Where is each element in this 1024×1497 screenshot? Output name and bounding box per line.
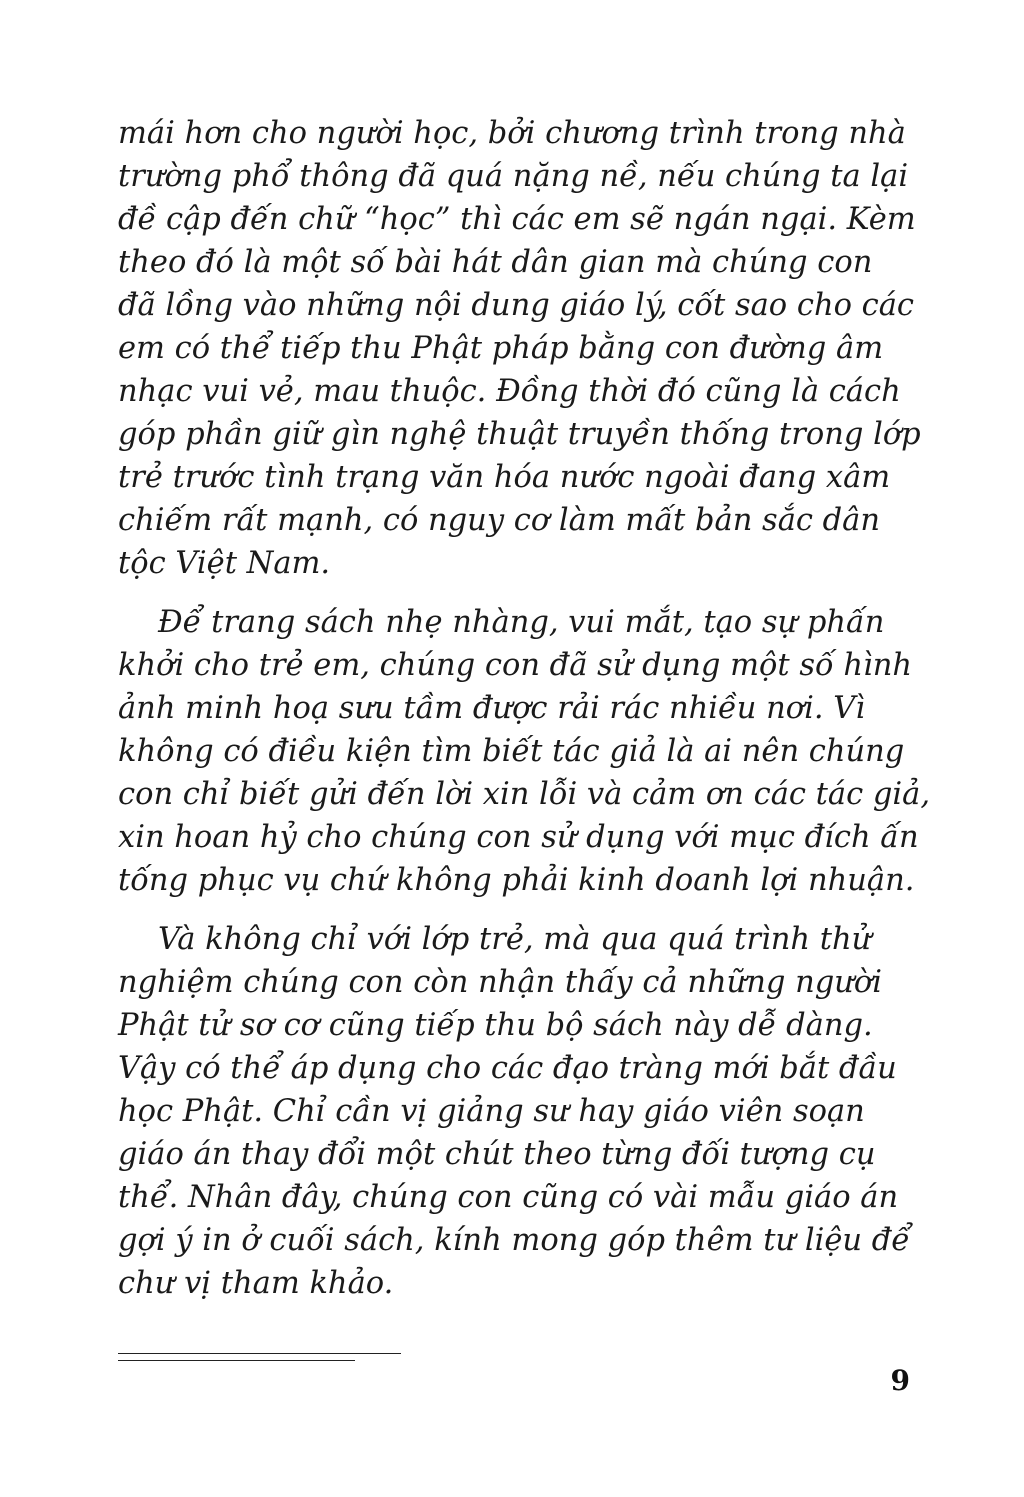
text-line: trường phổ thông đã quá nặng nề, nếu chúng ta lại (118, 159, 909, 194)
text-line: chiếm rất mạnh, có nguy cơ làm mất bản sắc dân (118, 503, 881, 538)
text-line: nghiệm chúng con còn nhận thấy cả những người (118, 965, 883, 1000)
text-line: tộc Việt Nam. (118, 546, 331, 581)
text-line: giáo án thay đổi một chút theo từng đối tượng cụ (118, 1137, 876, 1172)
body-text (118, 112, 931, 1305)
text-line: thể. Nhân đây, chúng con cũng có vài mẫu giáo án (118, 1180, 899, 1215)
page-number: 9 (890, 1364, 910, 1397)
text-line: chư vị tham khảo. (118, 1266, 394, 1301)
text-line: nhạc vui vẻ, mau thuộc. Đồng thời đó cũng là cách (118, 374, 901, 409)
text-line: học Phật. Chỉ cần vị giảng sư hay giáo viên soạn (118, 1094, 865, 1129)
footnote-rule-bottom (118, 1360, 355, 1361)
paragraph-1 (118, 112, 921, 585)
text-line: Phật tử sơ cơ cũng tiếp thu bộ sách này dễ dàng. (118, 1008, 873, 1043)
text-line: Và không chỉ với lớp trẻ, mà qua quá trình thử (158, 922, 872, 957)
paragraph-2 (118, 601, 931, 902)
text-line: gợi ý in ở cuối sách, kính mong góp thêm tư liệu để (118, 1223, 911, 1258)
text-line: góp phần giữ gìn nghệ thuật truyền thống trong lớp (118, 417, 921, 452)
text-line: tống phục vụ chứ không phải kinh doanh lợi nhuận. (118, 863, 915, 898)
text-line: trẻ trước tình trạng văn hóa nước ngoài đang xâm (118, 460, 891, 495)
text-line: xin hoan hỷ cho chúng con sử dụng với mục đích ấn (118, 820, 919, 855)
text-line: khởi cho trẻ em, chúng con đã sử dụng một số hình (118, 648, 913, 683)
text-line: không có điều kiện tìm biết tác giả là ai nên chúng (118, 734, 905, 769)
footnote-rule-top (118, 1353, 401, 1354)
text-line: con chỉ biết gửi đến lời xin lỗi và cảm ơn các tác giả, (118, 777, 931, 812)
text-line: theo đó là một số bài hát dân gian mà chúng con (118, 245, 873, 280)
text-line: Để trang sách nhẹ nhàng, vui mắt, tạo sự phấn (158, 605, 885, 640)
text-line: đã lồng vào những nội dung giáo lý, cốt sao cho các (118, 288, 914, 323)
paragraph-3 (118, 918, 911, 1305)
text-line: ảnh minh hoạ sưu tầm được rải rác nhiều nơi. Vì (118, 691, 866, 726)
text-line: mái hơn cho người học, bởi chương trình trong nhà (118, 116, 906, 151)
text-line: đề cập đến chữ “học” thì các em sẽ ngán ngại. Kèm (118, 202, 916, 237)
text-line: em có thể tiếp thu Phật pháp bằng con đường âm (118, 331, 884, 366)
text-line: Vậy có thể áp dụng cho các đạo tràng mới bắt đầu (118, 1051, 897, 1086)
